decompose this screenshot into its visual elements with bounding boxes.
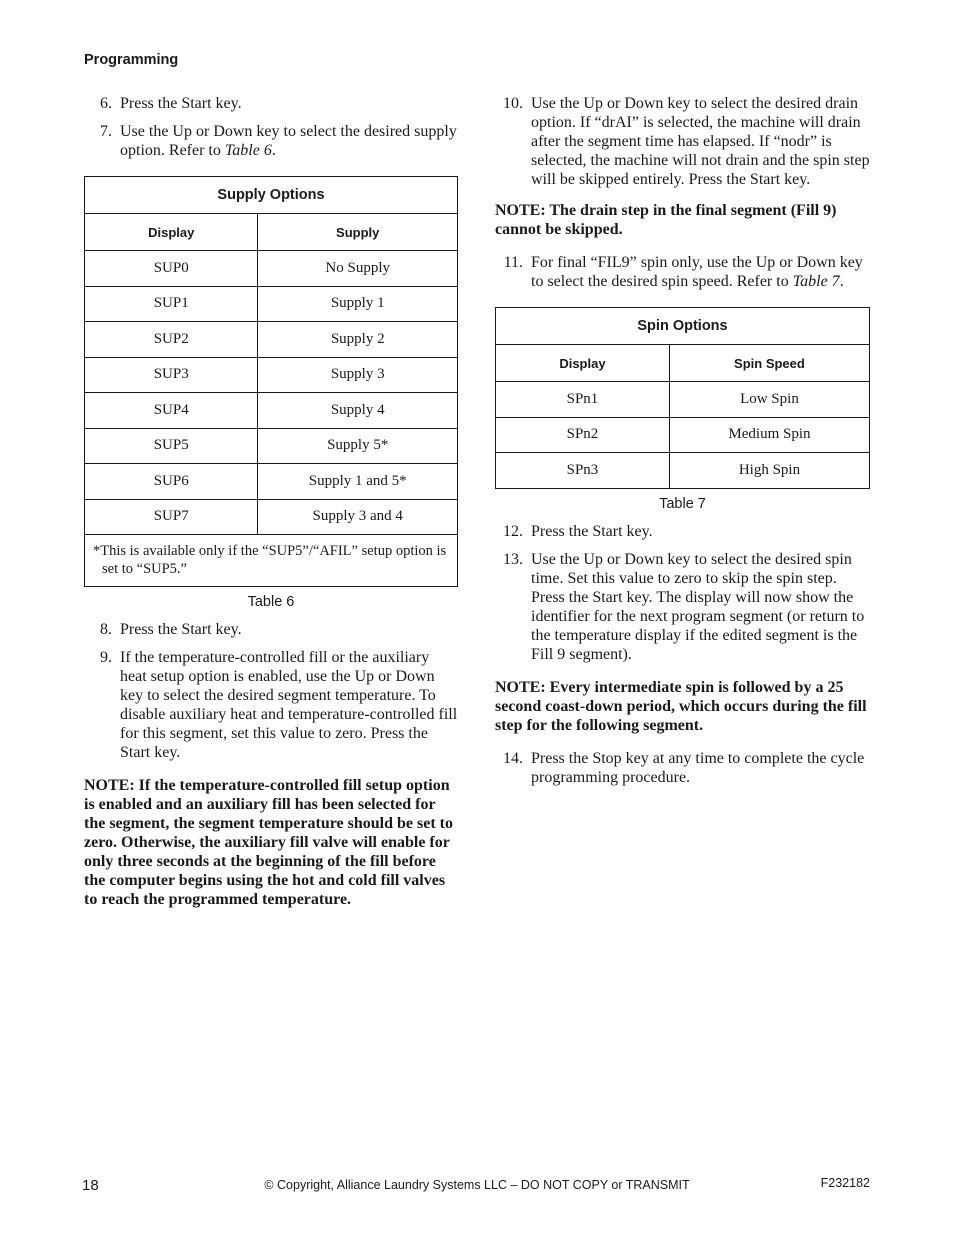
spin-options-table	[495, 307, 870, 489]
table-row	[85, 428, 458, 464]
table-row	[85, 251, 458, 287]
step-text: Press the Start key.	[120, 621, 242, 638]
supply-cell: Supply 5*	[258, 428, 458, 464]
table-row	[85, 393, 458, 429]
supply-options-table	[84, 176, 458, 587]
step-number: 10.	[503, 95, 523, 112]
column-header-supply: Supply	[258, 214, 458, 251]
display-code-cell: SPn3	[496, 453, 670, 489]
step-7	[84, 122, 458, 160]
right-column	[495, 94, 870, 796]
display-code-cell: SUP2	[85, 322, 258, 358]
step-number: 12.	[503, 522, 523, 540]
display-code-cell: SUP3	[85, 357, 258, 393]
step-text	[120, 122, 458, 160]
step-text: If the temperature-controlled fill or the auxiliary heat setup option is enabled, use the Up or Down key to select the desired segment temperature. To disable auxiliary heat and temperature-controlled fill for this segment, set this value to zero. Press the Start key.	[120, 649, 458, 761]
display-code-cell: SPn2	[496, 417, 670, 453]
step-11	[495, 253, 870, 291]
step-text-part: .	[271, 142, 276, 159]
column-header-display: Display	[85, 214, 258, 251]
table-row	[85, 464, 458, 500]
note-aux-fill: NOTE: If the temperature-controlled fill setup option is enabled and an auxiliary fill has been selected for the segment, the segment temperature should be set to zero. Otherwise, the auxiliary fill valve will enable for only three seconds at the beginning of the fill before the computer begins using the hot and cold fill valves to reach the programmed temperature.	[84, 777, 453, 908]
table-row	[85, 499, 458, 535]
display-code-cell: SUP5	[85, 428, 258, 464]
note-drain-step: NOTE: The drain step in the final segment (Fill 9) cannot be skipped.	[495, 202, 837, 238]
step-12	[495, 522, 870, 541]
step-13	[495, 550, 870, 664]
step-14	[495, 749, 870, 787]
table-row	[496, 382, 870, 418]
step-text: Use the Up or Down key to select the desired drain option. If “drAI” is selected, the machine will drain after the segment time has elapsed. If “nodr” is selected, the machine will not drain and the spin step will be skipped entirely. Press the Start key.	[531, 95, 870, 188]
column-header-display: Display	[496, 345, 670, 382]
page-number: 18	[82, 1177, 99, 1194]
step-text-part: Use the Up or Down key to select the desired supply option. Refer to	[120, 123, 457, 159]
supply-cell: Supply 3	[258, 357, 458, 393]
display-code-cell: SUP0	[85, 251, 258, 287]
column-header-spin-speed: Spin Speed	[669, 345, 869, 382]
step-number: 13.	[503, 550, 523, 568]
step-number: 8.	[100, 621, 112, 638]
table-row	[85, 322, 458, 358]
spin-speed-cell: Medium Spin	[669, 417, 869, 453]
table-7-reference: Table 7	[792, 273, 840, 290]
supply-cell: Supply 3 and 4	[258, 499, 458, 535]
step-number: 6.	[100, 95, 112, 112]
table-title: Supply Options	[85, 177, 458, 214]
document-code: F232182	[820, 1176, 870, 1190]
supply-cell: Supply 2	[258, 322, 458, 358]
step-text: Press the Start key.	[531, 522, 653, 540]
step-number: 11.	[503, 254, 523, 271]
step-6	[84, 94, 458, 113]
display-code-cell: SUP1	[85, 286, 258, 322]
table-7-caption: Table 7	[659, 495, 706, 512]
step-text: Use the Up or Down key to select the desired spin time. Set this value to zero to skip the spin step. Press the Start key. The display will now show the identifier for the next program segment (or return to the temperature display if the edited segment is the Fill 9 segment).	[531, 550, 865, 663]
display-code-cell: SUP7	[85, 499, 258, 535]
copyright-notice: © Copyright, Alliance Laundry Systems LLC – DO NOT COPY or TRANSMIT	[264, 1178, 690, 1192]
table-row	[496, 417, 870, 453]
display-code-cell: SUP4	[85, 393, 258, 429]
table-row	[85, 286, 458, 322]
step-8	[84, 620, 458, 639]
spin-speed-cell: High Spin	[669, 453, 869, 489]
supply-cell: No Supply	[258, 251, 458, 287]
table-6-reference: Table 6	[224, 142, 272, 159]
table-title: Spin Options	[496, 308, 870, 345]
step-text	[531, 253, 870, 291]
step-9	[84, 648, 458, 762]
step-text-part: .	[839, 273, 844, 290]
step-number: 14.	[503, 749, 523, 767]
table-footnote	[85, 535, 458, 587]
table-6-caption: Table 6	[247, 594, 295, 610]
step-number: 7.	[100, 123, 112, 140]
step-text: Press the Stop key at any time to complete the cycle programming procedure.	[531, 749, 865, 786]
supply-cell: Supply 1	[258, 286, 458, 322]
table-row	[85, 357, 458, 393]
left-column	[84, 94, 458, 923]
display-code-cell: SUP6	[85, 464, 258, 500]
step-10	[495, 94, 870, 189]
note-coast-down: NOTE: Every intermediate spin is followed by a 25 second coast-down period, which occurs during the fill step for the following segment.	[495, 678, 867, 734]
step-text: Press the Start key.	[120, 95, 242, 112]
spin-speed-cell: Low Spin	[669, 382, 869, 418]
step-text-part: For final “FIL9” spin only, use the Up or Down key to select the desired spin speed. Refer to	[531, 254, 863, 290]
table-row	[496, 453, 870, 489]
step-number: 9.	[100, 649, 112, 666]
display-code-cell: SPn1	[496, 382, 670, 418]
supply-cell: Supply 4	[258, 393, 458, 429]
footnote-text: *This is available only if the “SUP5”/“AFIL” setup option is set to “SUP5.”	[93, 543, 447, 577]
section-heading: Programming	[84, 52, 179, 68]
supply-cell: Supply 1 and 5*	[258, 464, 458, 500]
